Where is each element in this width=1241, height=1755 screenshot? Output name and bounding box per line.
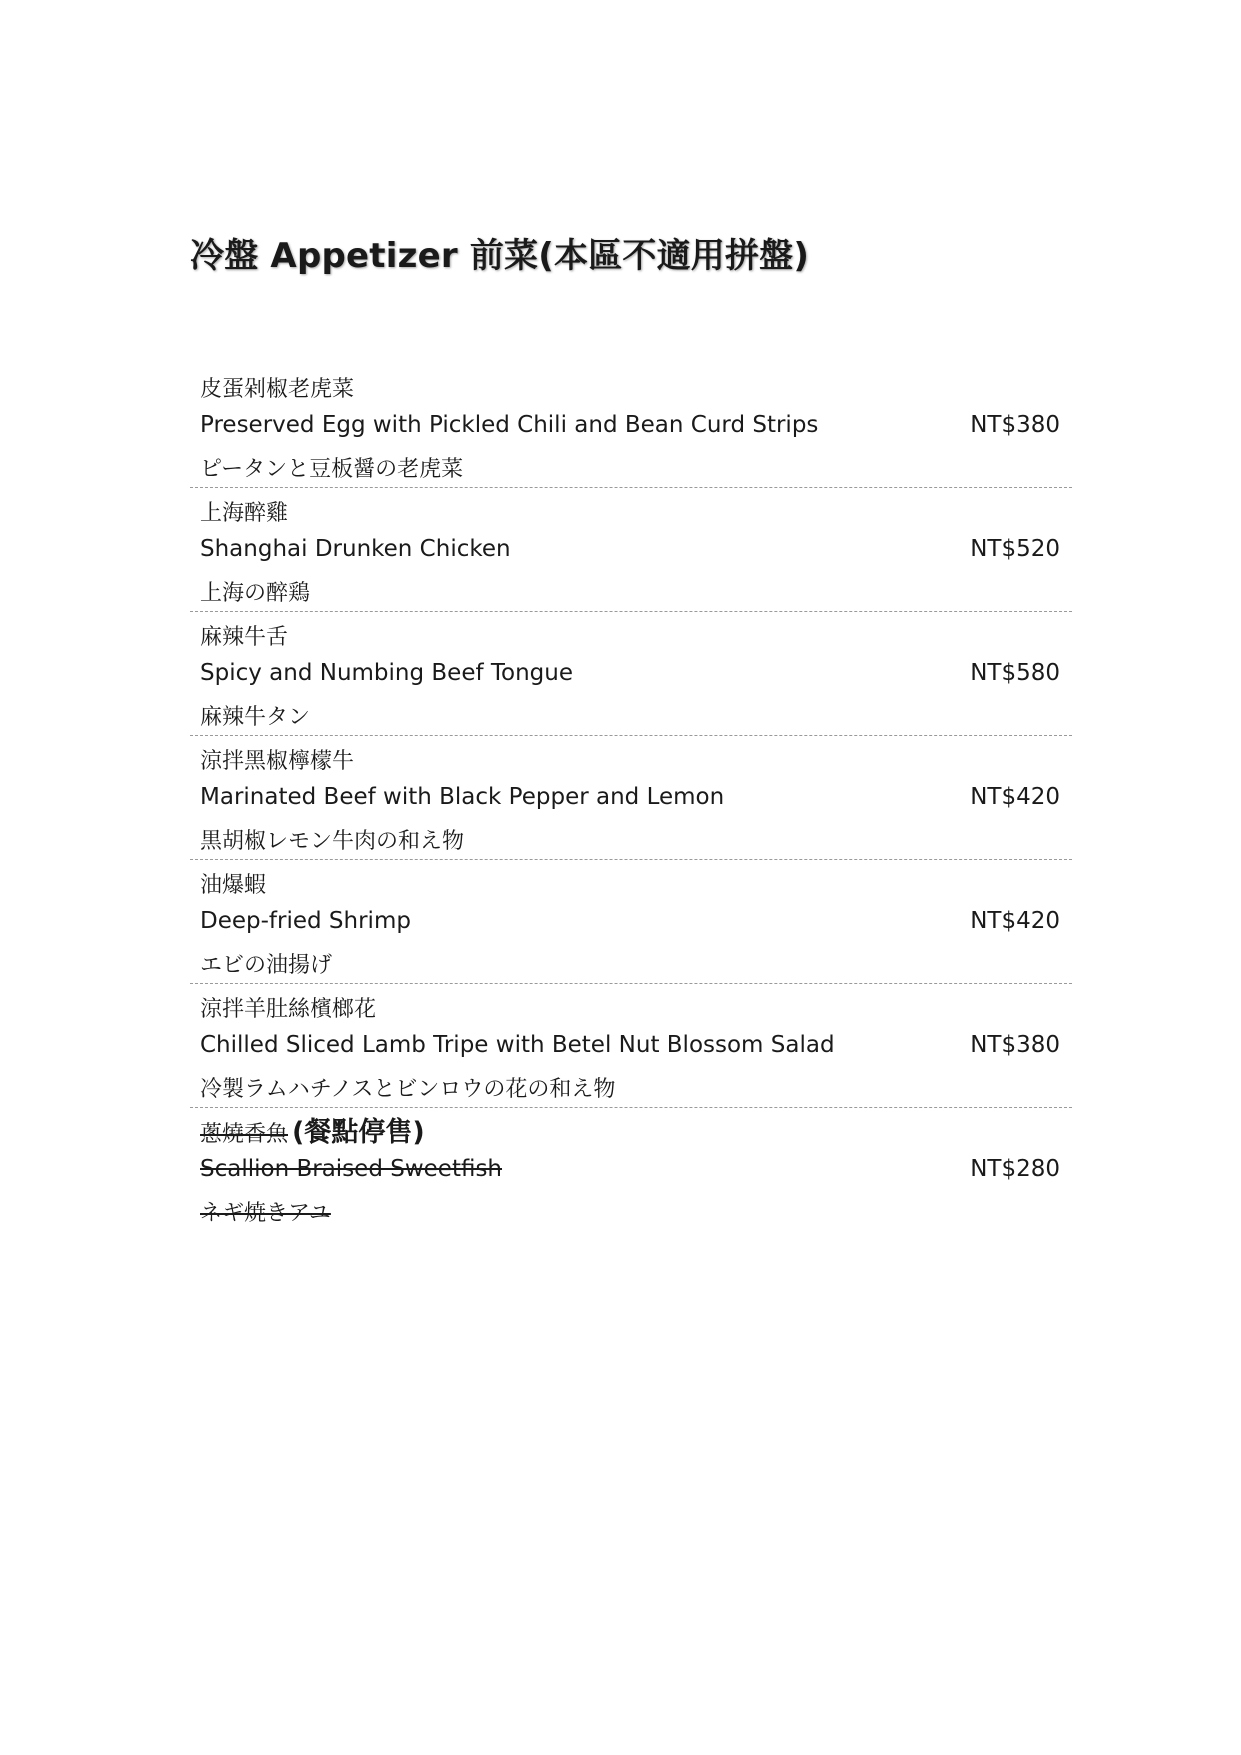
item-name-ja: ネギ焼きアユ [200, 1201, 331, 1226]
menu-item-drunken-chicken [190, 488, 1072, 612]
item-name-zh: 皮蛋剁椒老虎菜 [200, 377, 355, 402]
menu-item-sweetfish [190, 1108, 1072, 1232]
item-price: NT$380 [970, 412, 1060, 438]
item-price: NT$420 [970, 784, 1060, 810]
item-name-en: Shanghai Drunken Chicken [200, 536, 511, 562]
item-name-zh: 上海醉雞 [200, 501, 289, 526]
menu-list [190, 364, 1072, 1232]
menu-item-preserved-egg [190, 364, 1072, 488]
item-name-en: Marinated Beef with Black Pepper and Lemon [200, 784, 725, 810]
item-name-ja: 麻辣牛タン [200, 705, 311, 730]
item-name-ja: 冷製ラムハチノスとビンロウの花の和え物 [200, 1077, 616, 1102]
menu-item-beef-tongue [190, 612, 1072, 736]
item-name-zh: 油爆蝦 [200, 873, 267, 898]
item-price: NT$380 [970, 1032, 1060, 1058]
item-name-zh: 涼拌羊肚絲檳榔花 [200, 997, 377, 1022]
item-name-zh: 麻辣牛舌 [200, 625, 289, 650]
menu-item-lamb-tripe [190, 984, 1072, 1108]
item-price: NT$520 [970, 536, 1060, 562]
item-name-ja: エビの油揚げ [200, 953, 333, 978]
item-name-zh: 蔥燒香魚 [200, 1122, 289, 1147]
item-price: NT$420 [970, 908, 1060, 934]
item-name-en: Scallion Braised Sweetfish [200, 1156, 503, 1182]
soldout-badge: (餐點停售) [292, 1117, 425, 1148]
menu-item-pepper-lemon-beef [190, 736, 1072, 860]
item-name-en: Chilled Sliced Lamb Tripe with Betel Nut Blossom Salad [200, 1032, 835, 1058]
item-name-en: Preserved Egg with Pickled Chili and Bean Curd Strips [200, 412, 819, 438]
item-name-ja: 黒胡椒レモン牛肉の和え物 [200, 829, 465, 854]
item-name-zh-row [200, 1110, 425, 1149]
item-name-ja: 上海の醉鶏 [200, 581, 311, 606]
item-price: NT$580 [970, 660, 1060, 686]
item-name-ja: ピータンと豆板醤の老虎菜 [200, 457, 464, 482]
item-name-en: Spicy and Numbing Beef Tongue [200, 660, 574, 686]
item-price: NT$280 [970, 1156, 1060, 1182]
item-name-en: Deep-fried Shrimp [200, 908, 411, 934]
menu-item-fried-shrimp [190, 860, 1072, 984]
page-title: 冷盤 Appetizer 前菜(本區不適用拼盤) [190, 236, 810, 276]
item-name-zh: 涼拌黑椒檸檬牛 [200, 749, 355, 774]
